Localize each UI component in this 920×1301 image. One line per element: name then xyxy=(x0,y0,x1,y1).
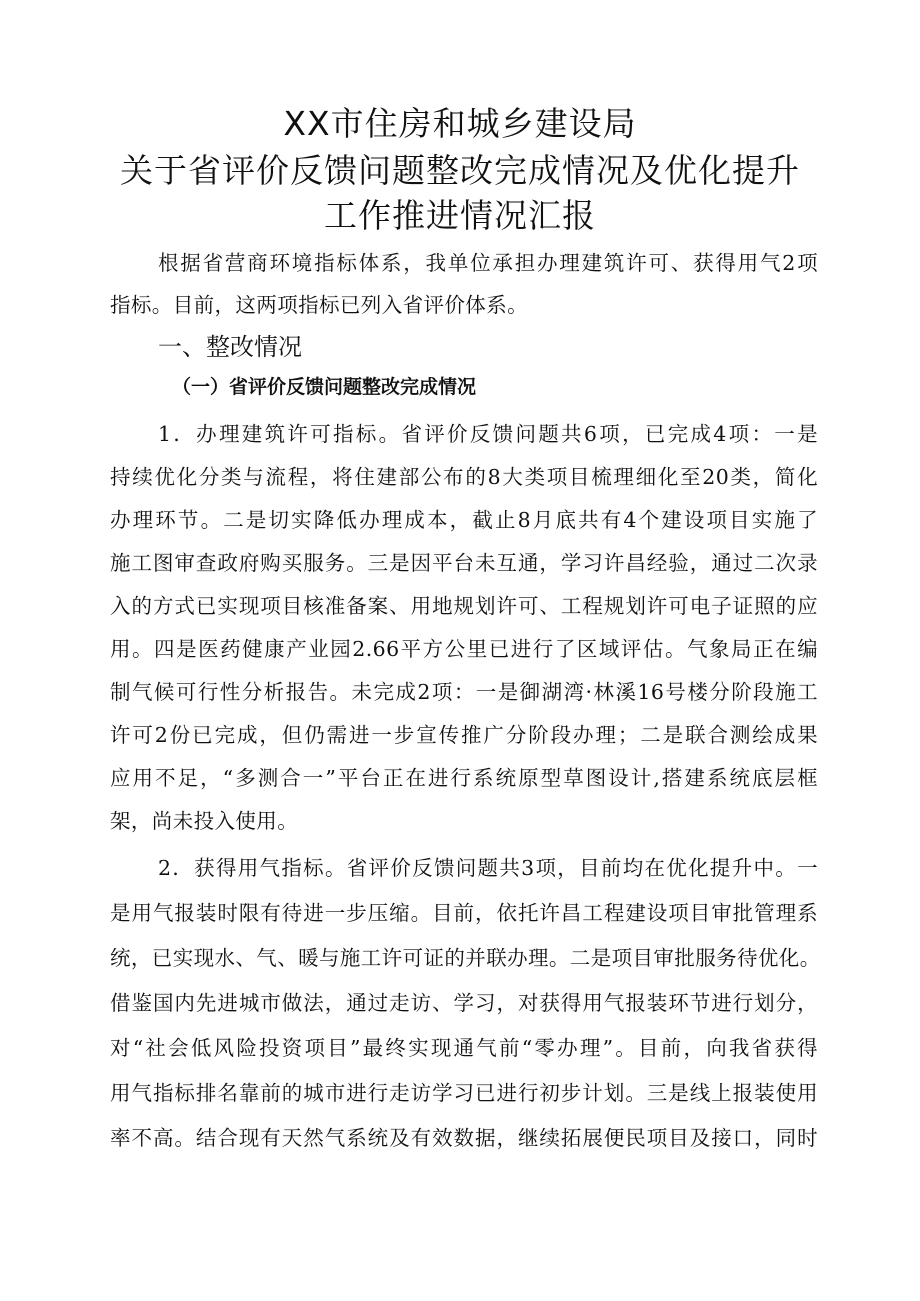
paragraph-line: 应用不足，“多测合一”平台正在进行系统原型草图设计,搭建系统底层框 xyxy=(110,766,818,790)
paragraph-line: 持续优化分类与流程，将住建部公布的8大类项目梳理细化至20类，简化 xyxy=(110,465,818,489)
paragraph-line: 施工图审查政府购买服务。三是因平台未互通，学习许昌经验，通过二次录 xyxy=(110,551,818,575)
subsection-heading: （一）省评价反馈问题整改完成情况 xyxy=(172,376,477,398)
paragraph-line: 许可2份已完成，但仍需进一步宣传推广分阶段办理；二是联合测绘成果 xyxy=(110,723,818,747)
paragraph-line: 是用气报装时限有待进一步压缩。目前，依托许昌工程建设项目审批管理系 xyxy=(110,901,818,925)
paragraph-line: 对“社会低风险投资项目”最终实现通气前“零办理”。目前，向我省获得 xyxy=(110,1036,818,1060)
paragraph-line: 1．办理建筑许可指标。省评价反馈问题共6项，已完成4项：一是 xyxy=(158,422,818,446)
paragraph-line: 办理环节。二是切实降低办理成本，截止8月底共有4个建设项目实施了 xyxy=(110,508,818,532)
paragraph-line: 统，已实现水、气、暖与施工许可证的并联办理。二是项目审批服务待优化。 xyxy=(110,946,821,970)
document-title-line-3: 工作推进情况汇报 xyxy=(324,196,596,235)
document-title-line-2: 关于省评价反馈问题整改完成情况及优化提升 xyxy=(120,151,800,190)
paragraph-line: 2．获得用气指标。省评价反馈问题共3项，目前均在优化提升中。一 xyxy=(158,856,818,880)
intro-line: 根据省营商环境指标体系，我单位承担办理建筑许可、获得用气2项 xyxy=(158,251,818,275)
paragraph-line: 用。四是医药健康产业园2.66平方公里已进行了区域评估。气象局正在编 xyxy=(110,637,818,661)
paragraph-line: 入的方式已实现项目核准备案、用地规划许可、工程规划许可电子证照的应 xyxy=(110,594,818,618)
intro-line: 指标。目前，这两项指标已列入省评价体系。 xyxy=(110,293,528,317)
section-heading: 一、整改情况 xyxy=(158,333,302,361)
paragraph-line: 制气候可行性分析报告。未完成2项：一是御湖湾·林溪16号楼分阶段施工 xyxy=(110,680,818,704)
paragraph-line: 架，尚未投入使用。 xyxy=(110,809,299,833)
paragraph-line: 借鉴国内先进城市做法，通过走访、学习，对获得用气报装环节进行划分， xyxy=(110,991,818,1015)
paragraph-line: 率不高。结合现有天然气系统及有效数据，继续拓展便民项目及接口，同时 xyxy=(110,1126,818,1150)
document-title-line-1: XX市住房和城乡建设局 xyxy=(283,104,637,143)
paragraph-line: 用气指标排名靠前的城市进行走访学习已进行初步计划。三是线上报装使用 xyxy=(110,1081,818,1105)
